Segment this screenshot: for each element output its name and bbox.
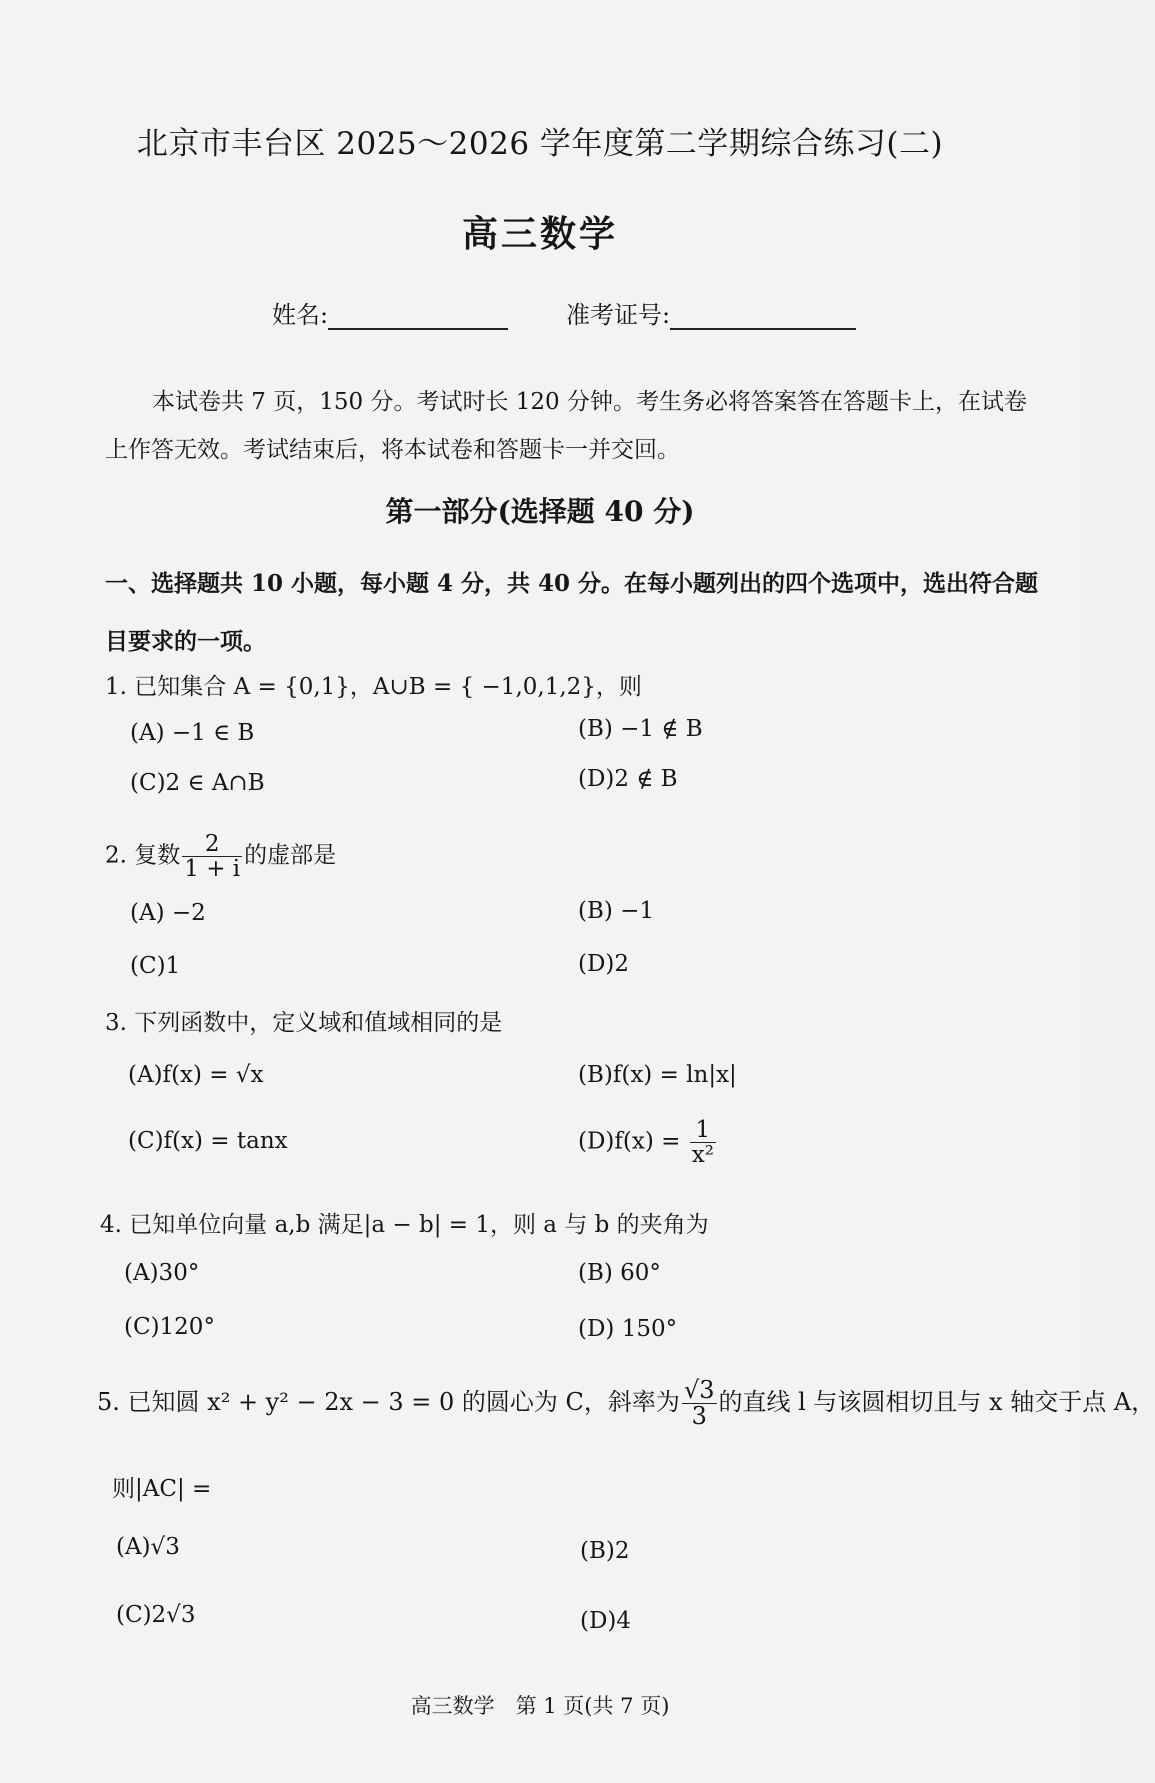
question-5-stem-line2: 则|AC| = xyxy=(112,1476,212,1502)
exam-id-field xyxy=(566,295,856,330)
question-2-option-c: (C)1 xyxy=(130,953,181,979)
question-3-option-c: (C)f(x) = tanx xyxy=(128,1128,288,1154)
question-5-option-c: (C)2√3 xyxy=(116,1602,196,1628)
question-1-option-c: (C)2 ∈ A∩B xyxy=(130,770,265,796)
question-5-option-b: (B)2 xyxy=(580,1538,630,1564)
question-4-stem: 4. 已知单位向量 a,b 满足|a − b| = 1，则 a 与 b 的夹角为 xyxy=(100,1212,709,1238)
fraction-denominator: 3 xyxy=(691,1402,707,1431)
question-2-stem xyxy=(105,832,336,881)
question-3-option-d xyxy=(578,1118,718,1167)
question-1-option-b: (B) −1 ∉ B xyxy=(578,716,703,742)
question-5-fraction xyxy=(682,1378,717,1429)
fraction-denominator: 1 + i xyxy=(184,856,241,883)
question-3-option-a: (A)f(x) = √x xyxy=(128,1062,264,1088)
fraction-denominator: x² xyxy=(691,1142,714,1169)
question-2-option-b: (B) −1 xyxy=(578,898,655,924)
question-2-option-d: (D)2 xyxy=(578,951,630,977)
question-5-stem-suffix: 的直线 l 与该圆相切且与 x 轴交于点 A， xyxy=(718,1388,1155,1417)
exam-id-label: 准考证号: xyxy=(566,301,671,329)
exam-subject: 高三数学 xyxy=(461,213,618,255)
question-4-option-c: (C)120° xyxy=(124,1314,215,1340)
section-instruction: 一、选择题共 10 小题，每小题 4 分，共 40 分。在每小题列出的四个选项中，选出符合题目要求的一项。 xyxy=(105,570,1039,655)
question-2-stem-prefix: 2. 复数 xyxy=(105,842,181,869)
question-1-option-a: (A) −1 ∈ B xyxy=(130,720,255,746)
question-3-option-b: (B)f(x) = ln|x| xyxy=(578,1062,737,1088)
question-4-option-b: (B) 60° xyxy=(578,1260,661,1286)
question-2-stem-suffix: 的虚部是 xyxy=(244,842,337,869)
name-field xyxy=(272,295,508,330)
name-label: 姓名: xyxy=(272,301,329,329)
question-4-option-d: (D) 150° xyxy=(578,1316,678,1342)
fraction-numerator: 2 xyxy=(182,832,242,857)
question-5-option-a: (A)√3 xyxy=(116,1534,180,1560)
question-5-stem xyxy=(97,1378,1155,1429)
question-5-option-d: (D)4 xyxy=(580,1608,632,1634)
question-2-option-a: (A) −2 xyxy=(130,900,206,926)
question-3-stem: 3. 下列函数中，定义域和值域相同的是 xyxy=(105,1010,503,1036)
fraction-numerator: √3 xyxy=(683,1376,715,1404)
question-1-option-d: (D)2 ∉ B xyxy=(578,766,678,792)
question-3-option-d-fraction xyxy=(690,1118,716,1167)
exam-notice: 本试卷共 7 页，150 分。考试时长 120 分钟。考生务必将答案答在答题卡上，在试卷上作答无效。考试结束后，将本试卷和答题卡一并交回。 xyxy=(105,389,1027,463)
fraction-numerator: 1 xyxy=(690,1118,716,1143)
page-footer: 高三数学 第 1 页(共 7 页) xyxy=(410,1694,670,1718)
exam-title: 北京市丰台区 2025～2026 学年度第二学期综合练习(二) xyxy=(136,126,944,162)
exam-id-blank xyxy=(670,302,856,330)
question-4-option-a: (A)30° xyxy=(124,1260,200,1286)
question-2-fraction xyxy=(182,832,242,881)
question-5-stem-prefix: 5. 已知圆 x² + y² − 2x − 3 = 0 的圆心为 C，斜率为 xyxy=(97,1388,680,1417)
part-one-title: 第一部分(选择题 40 分) xyxy=(385,495,695,528)
question-3-option-d-label: (D)f(x) = xyxy=(578,1128,681,1155)
question-1-stem: 1. 已知集合 A = {0,1}，A∪B = { −1,0,1,2}，则 xyxy=(105,674,642,700)
name-blank xyxy=(328,302,508,330)
